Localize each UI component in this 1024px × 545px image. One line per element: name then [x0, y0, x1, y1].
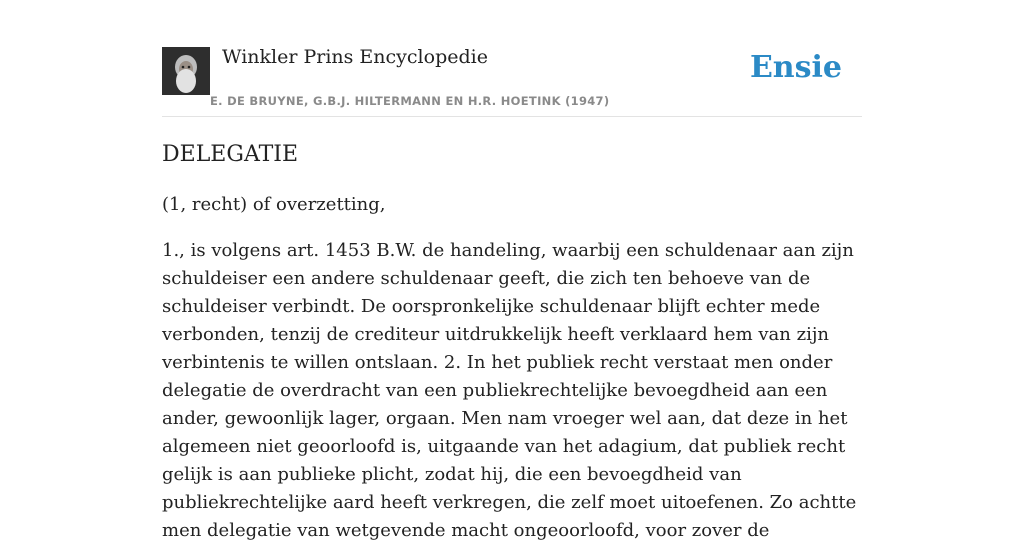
entry-subtitle: (1, recht) of overzetting,	[162, 194, 386, 215]
source-authors: E. DE BRUYNE, G.B.J. HILTERMANN EN H.R. HOETINK (1947)	[210, 94, 610, 108]
ensie-logo[interactable]: Ensie	[749, 50, 842, 85]
author-portrait-icon	[162, 47, 210, 95]
entry-body: 1., is volgens art. 1453 B.W. de handeling, waarbij een schuldenaar aan zijn schuldeiser een andere schuldenaar geeft, die zich ten behoeve van de schuldeiser verbindt. De oorspronkelijke schuldenaar blijft echter mede verbonden, tenzij de crediteur uitdrukkelijk heeft verklaard hem van zijn verbintenis te willen ontslaan. 2. In het publiek recht verstaat men onder delegatie de overdracht van een publiekrechtelijke bevoegdheid aan een ander, gewoonlijk lager, orgaan. Men nam vroeger wel aan, dat deze in het algemeen niet geoorloofd is, uitgaande van het adagium, dat publiek recht gelijk is aan publieke plicht, zodat hij, die een bevoegdheid van publiekrechtelijke aard heeft verkregen, die zelf moet uitoefenen. Zo achtte men delegatie van wetgevende macht ongeoorloofd, voor zover de	[162, 240, 857, 541]
source-title[interactable]: Winkler Prins Encyclopedie	[222, 46, 488, 68]
article	[162, 140, 882, 545]
entry-title: DELEGATIE	[162, 142, 299, 167]
source-header	[162, 40, 862, 117]
